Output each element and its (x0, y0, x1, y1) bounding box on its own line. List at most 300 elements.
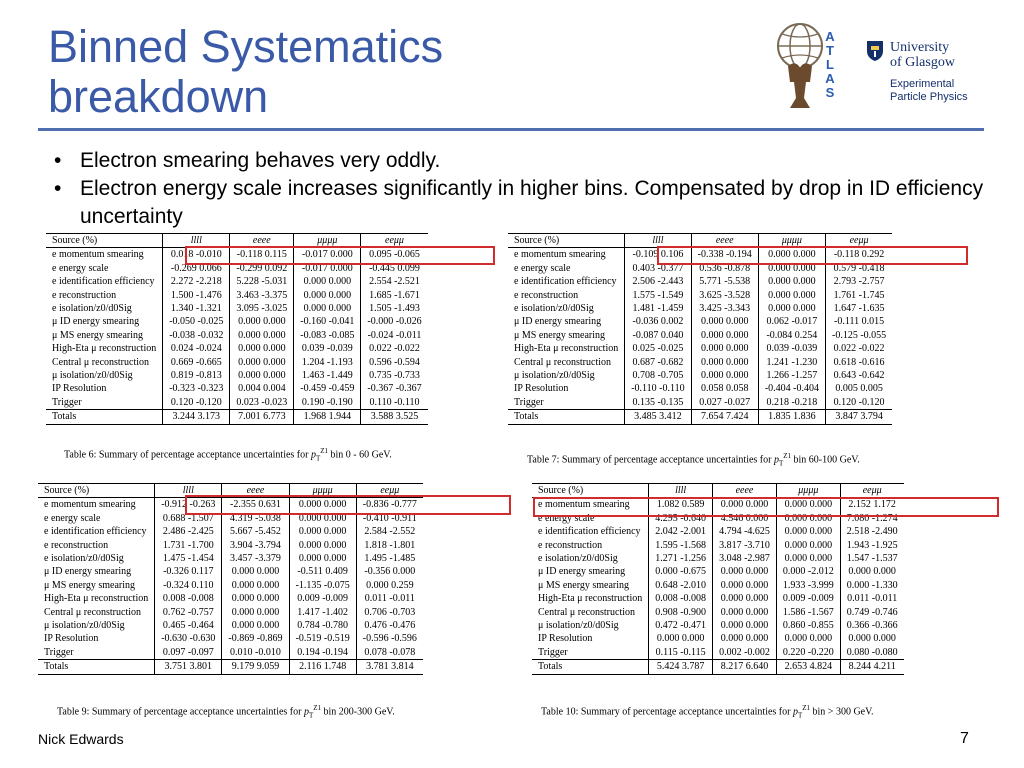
totals-value: 3.847 3.794 (825, 410, 892, 424)
value-cell: 0.000 0.000 (713, 619, 777, 632)
value-cell: 0.097 -0.097 (155, 646, 222, 660)
value-cell: 1.731 -1.700 (155, 539, 222, 552)
totals-label: Totals (532, 660, 649, 674)
value-cell: -0.912 -0.263 (155, 498, 222, 512)
table-row (532, 539, 904, 552)
source-cell: μ isolation/z0/d0Sig (508, 369, 625, 382)
value-cell: 0.135 -0.135 (625, 396, 691, 410)
value-cell: -0.050 -0.025 (163, 315, 230, 328)
table-row (508, 329, 892, 342)
value-cell: 0.078 -0.078 (364, 646, 416, 658)
value-cell: 3.463 -3.375 (230, 289, 294, 302)
table-row (38, 606, 423, 619)
value-cell: 0.000 0.000 (713, 565, 777, 578)
glasgow-name-line1: University (890, 40, 950, 55)
value-cell: 0.000 0.000 (294, 289, 361, 302)
value-cell: 0.000 0.000 (289, 539, 356, 552)
highlight-box (185, 246, 495, 265)
source-cell: IP Resolution (508, 382, 625, 395)
value-cell: -0.110 -0.110 (625, 382, 691, 395)
table-row (46, 356, 428, 369)
value-cell: 2.042 -2.001 (649, 525, 713, 538)
value-cell: -0.083 -0.085 (294, 329, 361, 342)
value-cell: 3.425 -3.343 (691, 302, 758, 315)
totals-value: 3.485 3.412 (625, 410, 691, 424)
value-cell: 0.000 0.000 (289, 498, 356, 512)
value-cell: -0.109 0.106 (625, 248, 691, 262)
table-row (532, 592, 904, 605)
value-cell: 0.000 0.000 (713, 632, 777, 645)
value-cell: 2.793 -2.757 (833, 276, 885, 288)
value-cell: -0.017 0.000 (294, 248, 361, 262)
source-cell: e isolation/z0/d0Sig (38, 552, 155, 565)
source-cell: Trigger (532, 646, 649, 660)
source-cell: e identification efficiency (46, 275, 163, 288)
caption-subscript: T (778, 459, 784, 468)
table-row (38, 539, 423, 552)
value-cell: -0.036 0.002 (625, 315, 691, 328)
value-cell: 0.819 -0.813 (163, 369, 230, 382)
table-row (532, 525, 904, 538)
value-cell: 0.596 -0.594 (369, 356, 420, 368)
highlight-box (533, 497, 999, 517)
column-header: eeee (222, 484, 289, 498)
value-cell: 0.687 -0.682 (625, 356, 691, 369)
caption-text: bin > 300 GeV. (810, 706, 874, 718)
column-header: llll (625, 234, 691, 248)
source-cell: e momentum smearing (46, 248, 163, 262)
table-caption-over-300 (541, 704, 874, 719)
table-row (532, 619, 904, 632)
atlas-letter: L (826, 57, 834, 72)
totals-value: 8.244 4.211 (840, 660, 903, 674)
value-cell: -2.355 0.631 (222, 498, 289, 512)
atlas-letter: S (825, 85, 835, 100)
university-of-glasgow-logo (866, 40, 1006, 110)
column-header-source: Source (%) (508, 234, 625, 248)
value-cell: 0.000 0.000 (222, 579, 289, 592)
value-cell: -1.135 -0.075 (289, 579, 356, 592)
value-cell: -0.869 -0.869 (222, 632, 289, 645)
atlas-letter: A (825, 71, 835, 86)
source-cell: High-Eta μ reconstruction (38, 592, 155, 605)
value-cell: 0.000 0.000 (758, 248, 825, 262)
source-cell: μ ID energy smearing (532, 565, 649, 578)
value-cell: 0.000 0.000 (713, 498, 777, 512)
value-cell: -0.596 -0.596 (362, 633, 417, 645)
value-cell: 1.647 -1.635 (833, 303, 885, 315)
value-cell: 0.579 -0.418 (833, 262, 885, 274)
column-header: llll (155, 484, 222, 498)
value-cell: -0.118 0.292 (833, 249, 885, 261)
table-row (532, 579, 904, 592)
value-cell: 5.667 -5.452 (222, 525, 289, 538)
value-cell: 0.095 -0.065 (369, 249, 420, 261)
value-cell: 0.000 -0.675 (649, 565, 713, 578)
source-cell: e energy scale (46, 262, 163, 275)
table-row (532, 632, 904, 645)
table-row (46, 315, 428, 328)
value-cell: 0.000 0.000 (222, 619, 289, 632)
value-cell: 0.039 -0.039 (758, 342, 825, 355)
value-cell: 0.860 -0.855 (776, 619, 840, 632)
value-cell: 0.022 -0.022 (369, 343, 420, 355)
value-cell: 0.080 -0.080 (846, 646, 898, 658)
column-header: eeμμ (361, 234, 428, 248)
source-cell: Central μ reconstruction (532, 606, 649, 619)
column-header: llll (163, 234, 230, 248)
totals-value: 2.653 4.824 (776, 660, 840, 674)
value-cell: 0.643 -0.642 (833, 370, 885, 382)
value-cell: -0.160 -0.041 (294, 315, 361, 328)
value-cell: 0.011 -0.011 (364, 593, 415, 605)
table-row (508, 275, 892, 288)
table-row (508, 382, 892, 395)
value-cell: -0.087 0.040 (625, 329, 691, 342)
source-cell: μ MS energy smearing (532, 579, 649, 592)
totals-value: 8.217 6.640 (713, 660, 777, 674)
totals-value: 2.116 1.748 (289, 660, 356, 674)
source-cell: e reconstruction (532, 539, 649, 552)
totals-value: 7.654 7.424 (691, 410, 758, 424)
table-caption-0-60 (64, 447, 392, 462)
totals-value: 7.001 6.773 (230, 410, 294, 424)
value-cell: 3.457 -3.379 (222, 552, 289, 565)
value-cell: 1.586 -1.567 (776, 606, 840, 619)
totals-row (508, 410, 892, 424)
value-cell: 0.062 -0.017 (758, 315, 825, 328)
source-cell: e momentum smearing (532, 498, 649, 512)
source-cell: e energy scale (508, 262, 625, 275)
value-cell: 3.048 -2.987 (713, 552, 777, 565)
source-cell: e momentum smearing (38, 498, 155, 512)
table-row (532, 646, 904, 660)
caption-text: Table 9: Summary of percentage acceptance uncertainties for (57, 706, 304, 718)
totals-label: Totals (38, 660, 155, 674)
value-cell: -0.111 0.015 (834, 316, 885, 328)
value-cell: 0.000 0.000 (691, 356, 758, 369)
totals-value: 9.179 9.059 (222, 660, 289, 674)
column-header: eeee (713, 484, 777, 498)
value-cell: 1.547 -1.537 (846, 553, 898, 565)
value-cell: 0.008 -0.008 (649, 592, 713, 605)
value-cell: 0.058 0.058 (691, 382, 758, 395)
value-cell: -0.323 -0.323 (163, 382, 230, 395)
value-cell: 0.000 0.000 (230, 342, 294, 355)
source-cell: e isolation/z0/d0Sig (532, 552, 649, 565)
table-row (46, 302, 428, 315)
table-row (38, 579, 423, 592)
table-row (508, 356, 892, 369)
caption-variable: p (310, 449, 316, 461)
totals-value: 3.588 3.525 (361, 410, 428, 424)
value-cell: 0.648 -2.010 (649, 579, 713, 592)
value-cell: 0.784 -0.780 (289, 619, 356, 632)
caption-text: Table 6: Summary of percentage acceptance uncertainties for (64, 449, 311, 461)
table-row (38, 632, 423, 645)
value-cell: 0.465 -0.464 (155, 619, 222, 632)
value-cell: 0.000 0.000 (691, 342, 758, 355)
value-cell: -0.367 -0.367 (367, 383, 422, 395)
source-cell: e momentum smearing (508, 248, 625, 262)
glasgow-department (890, 78, 968, 104)
value-cell: 0.908 -0.900 (649, 606, 713, 619)
value-cell: -0.024 -0.011 (367, 329, 422, 341)
value-cell: -0.299 0.092 (230, 262, 294, 275)
value-cell: 0.000 0.000 (222, 592, 289, 605)
bullet-item: • Electron energy scale increases significantly in higher bins. Compensated by drop in ID efficiency uncertainty (48, 175, 988, 231)
value-cell: -0.459 -0.459 (294, 382, 361, 395)
value-cell: 0.009 -0.009 (289, 592, 356, 605)
source-cell: Central μ reconstruction (46, 356, 163, 369)
column-header: μμμμ (289, 484, 356, 498)
source-cell: Central μ reconstruction (38, 606, 155, 619)
column-header: μμμμ (294, 234, 361, 248)
value-cell: 2.554 -2.521 (369, 276, 420, 288)
source-cell: e energy scale (532, 512, 649, 525)
slide-title-line2: breakdown (48, 71, 269, 122)
value-cell: 1.475 -1.454 (155, 552, 222, 565)
value-cell: 1.266 -1.257 (758, 369, 825, 382)
column-header: μμμμ (776, 484, 840, 498)
value-cell: 0.000 0.000 (776, 525, 840, 538)
value-cell: 1.204 -1.193 (294, 356, 361, 369)
value-cell: 0.472 -0.471 (649, 619, 713, 632)
source-cell: e isolation/z0/d0Sig (46, 302, 163, 315)
source-cell: μ ID energy smearing (508, 315, 625, 328)
value-cell: 0.536 -0.878 (691, 262, 758, 275)
caption-text: bin 0 - 60 GeV. (328, 449, 392, 461)
totals-value: 5.424 3.787 (649, 660, 713, 674)
source-cell: μ MS energy smearing (46, 329, 163, 342)
atlas-letters (820, 30, 840, 100)
value-cell: 0.011 -0.011 (847, 593, 898, 605)
value-cell: 0.735 -0.733 (369, 370, 420, 382)
source-cell: μ isolation/z0/d0Sig (46, 369, 163, 382)
value-cell: 1.481 -1.459 (625, 302, 691, 315)
value-cell: 0.688 -1.507 (155, 512, 222, 525)
value-cell: 5.771 -5.538 (691, 275, 758, 288)
column-header-source: Source (%) (46, 234, 163, 248)
table-row (508, 289, 892, 302)
value-cell: 0.000 0.000 (758, 262, 825, 275)
value-cell: -0.519 -0.519 (289, 632, 356, 645)
title-divider (38, 128, 984, 131)
value-cell: 2.486 -2.425 (155, 525, 222, 538)
value-cell: 1.495 -1.485 (364, 553, 416, 565)
table-row (532, 552, 904, 565)
column-header: eeee (230, 234, 294, 248)
value-cell: 0.708 -0.705 (625, 369, 691, 382)
value-cell: 2.518 -2.490 (846, 526, 898, 538)
source-cell: μ isolation/z0/d0Sig (532, 619, 649, 632)
value-cell: 4.319 -5.038 (222, 512, 289, 525)
table-row (38, 592, 423, 605)
value-cell: -0.269 0.066 (163, 262, 230, 275)
table-row (508, 369, 892, 382)
caption-variable: p (773, 454, 779, 466)
source-cell: e reconstruction (46, 289, 163, 302)
column-header: eeμμ (840, 484, 903, 498)
value-cell: 0.004 0.004 (230, 382, 294, 395)
value-cell: -0.410 -0.911 (362, 512, 417, 524)
value-cell: -0.356 0.000 (364, 566, 416, 578)
table-row (508, 342, 892, 355)
bullet-item: • Electron smearing behaves very oddly. (48, 147, 988, 175)
value-cell: 0.000 0.000 (222, 565, 289, 578)
value-cell: 0.000 0.000 (776, 512, 840, 525)
value-cell: -0.511 0.409 (289, 565, 356, 578)
source-cell: e identification efficiency (532, 525, 649, 538)
value-cell: 0.022 -0.022 (833, 343, 885, 355)
source-cell: e isolation/z0/d0Sig (508, 302, 625, 315)
value-cell: 0.000 0.000 (230, 329, 294, 342)
caption-text: Table 10: Summary of percentage acceptance uncertainties for (541, 706, 793, 718)
value-cell: 0.000 0.000 (649, 632, 713, 645)
source-cell: e identification efficiency (508, 275, 625, 288)
value-cell: 0.000 0.000 (294, 302, 361, 315)
value-cell: 0.218 -0.218 (758, 396, 825, 410)
caption-superscript: Z1 (802, 704, 811, 712)
value-cell: 0.000 0.000 (713, 592, 777, 605)
value-cell: 1.241 -1.230 (758, 356, 825, 369)
value-cell: 1.500 -1.476 (163, 289, 230, 302)
value-cell: 0.762 -0.757 (155, 606, 222, 619)
value-cell: -0.630 -0.630 (155, 632, 222, 645)
value-cell: 2.506 -2.443 (625, 275, 691, 288)
value-cell: 0.023 -0.023 (230, 396, 294, 410)
source-cell: e reconstruction (508, 289, 625, 302)
value-cell: 0.000 0.000 (230, 356, 294, 369)
value-cell: 2.272 -2.218 (163, 275, 230, 288)
value-cell: 0.000 0.000 (776, 498, 840, 512)
value-cell: 0.000 0.000 (230, 369, 294, 382)
value-cell: 0.000 0.259 (366, 579, 414, 591)
value-cell: 0.000 0.000 (294, 275, 361, 288)
totals-row (38, 660, 423, 674)
caption-variable: p (792, 706, 798, 718)
atlas-letter: T (826, 43, 834, 58)
value-cell: 0.008 -0.008 (155, 592, 222, 605)
value-cell: 1.943 -1.925 (846, 539, 898, 551)
source-cell: e identification efficiency (38, 525, 155, 538)
table-row (38, 565, 423, 578)
caption-superscript: Z1 (313, 704, 322, 712)
glasgow-name (890, 40, 955, 70)
value-cell: 0.000 0.000 (222, 606, 289, 619)
value-cell: 0.000 0.000 (691, 329, 758, 342)
caption-text: Table 7: Summary of percentage acceptance uncertainties for (527, 454, 774, 466)
value-cell: 0.027 -0.027 (691, 396, 758, 410)
value-cell: 0.018 -0.010 (163, 248, 230, 262)
value-cell: 2.152 1.172 (848, 499, 896, 511)
value-cell: 0.000 0.000 (289, 552, 356, 565)
totals-label: Totals (508, 410, 625, 424)
caption-superscript: Z1 (320, 447, 329, 455)
totals-value: 1.968 1.944 (294, 410, 361, 424)
glasgow-name-line2: of Glasgow (890, 55, 955, 70)
value-cell: 1.575 -1.549 (625, 289, 691, 302)
value-cell: -0.445 0.099 (369, 262, 420, 274)
caption-superscript: Z1 (783, 452, 792, 460)
value-cell: 0.000 0.000 (848, 633, 896, 645)
value-cell: 0.194 -0.194 (289, 646, 356, 660)
value-cell: 0.005 0.005 (835, 383, 883, 395)
totals-label: Totals (46, 410, 163, 424)
table-caption-60-100 (527, 452, 860, 467)
atlas-letter: A (825, 29, 835, 44)
value-cell: -0.404 -0.404 (758, 382, 825, 395)
value-cell: 0.000 0.000 (691, 369, 758, 382)
glasgow-dept-line1: Experimental (890, 78, 955, 90)
table-row (38, 552, 423, 565)
table-row (46, 396, 428, 410)
table-row (46, 342, 428, 355)
value-cell: -0.017 0.000 (294, 262, 361, 275)
value-cell: 1.271 -1.256 (649, 552, 713, 565)
glasgow-dept-line2: Particle Physics (890, 91, 968, 103)
source-cell: μ MS energy smearing (508, 329, 625, 342)
table-row (532, 565, 904, 578)
value-cell: 0.010 -0.010 (222, 646, 289, 660)
table-row (532, 606, 904, 619)
value-cell: 0.190 -0.190 (294, 396, 361, 410)
table-row (46, 329, 428, 342)
value-cell: 0.000 0.000 (713, 579, 777, 592)
column-header: eeμμ (825, 234, 892, 248)
column-header: eeμμ (356, 484, 423, 498)
value-cell: 3.625 -3.528 (691, 289, 758, 302)
slide-title (48, 22, 588, 122)
value-cell: 0.220 -0.220 (776, 646, 840, 660)
value-cell: 0.002 -0.002 (713, 646, 777, 660)
source-cell: High-Eta μ reconstruction (46, 342, 163, 355)
caption-subscript: T (797, 711, 803, 720)
source-cell: Trigger (38, 646, 155, 660)
value-cell: 0.000 0.000 (289, 512, 356, 525)
column-header-source: Source (%) (38, 484, 155, 498)
table-header-row (532, 484, 904, 498)
source-cell: e energy scale (38, 512, 155, 525)
source-cell: Trigger (46, 396, 163, 410)
value-cell: 0.110 -0.110 (369, 396, 420, 408)
table-row (46, 289, 428, 302)
value-cell: -0.836 -0.777 (362, 499, 417, 511)
table-row (38, 525, 423, 538)
table-row (508, 396, 892, 410)
caption-text: bin 200-300 GeV. (321, 706, 395, 718)
value-cell: -0.338 -0.194 (691, 248, 758, 262)
value-cell: 0.000 0.000 (758, 302, 825, 315)
value-cell: 1.340 -1.321 (163, 302, 230, 315)
source-cell: μ MS energy smearing (38, 579, 155, 592)
value-cell: -0.000 -0.026 (367, 316, 422, 328)
source-cell: Central μ reconstruction (508, 356, 625, 369)
table-row (46, 369, 428, 382)
value-cell: 1.082 0.589 (649, 498, 713, 512)
caption-text: bin 60-100 GeV. (791, 454, 860, 466)
highlight-box (657, 246, 968, 265)
totals-value: 3.751 3.801 (155, 660, 222, 674)
caption-variable: p (303, 706, 309, 718)
value-cell: 0.669 -0.665 (163, 356, 230, 369)
value-cell: 1.761 -1.745 (833, 289, 885, 301)
slide-title-line1: Binned Systematics (48, 21, 444, 72)
source-cell: IP Resolution (38, 632, 155, 645)
caption-subscript: T (315, 454, 321, 463)
value-cell: -0.038 -0.032 (163, 329, 230, 342)
source-cell: μ ID energy smearing (46, 315, 163, 328)
